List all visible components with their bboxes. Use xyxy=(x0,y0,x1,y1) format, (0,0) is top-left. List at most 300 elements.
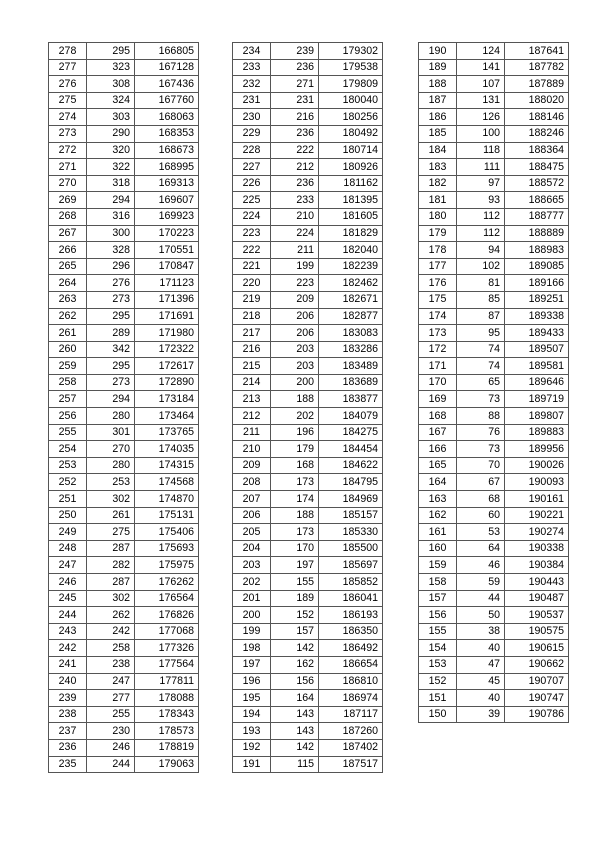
cumulative-cell: 168673 xyxy=(135,142,199,159)
table-row xyxy=(233,574,383,591)
cumulative-cell: 190338 xyxy=(505,540,569,557)
table-row xyxy=(49,308,199,325)
cumulative-cell: 186193 xyxy=(319,607,383,624)
count-cell: 323 xyxy=(87,59,135,76)
score-cell: 158 xyxy=(419,574,457,591)
cumulative-cell: 187117 xyxy=(319,706,383,723)
count-cell: 40 xyxy=(457,690,505,707)
count-cell: 39 xyxy=(457,706,505,723)
cumulative-cell: 185852 xyxy=(319,574,383,591)
cumulative-cell: 189338 xyxy=(505,308,569,325)
score-cell: 150 xyxy=(419,706,457,723)
count-cell: 50 xyxy=(457,607,505,624)
cumulative-cell: 175131 xyxy=(135,507,199,524)
cumulative-cell: 188777 xyxy=(505,208,569,225)
count-cell: 223 xyxy=(271,275,319,292)
count-cell: 239 xyxy=(271,43,319,60)
cumulative-cell: 186041 xyxy=(319,590,383,607)
score-cell: 250 xyxy=(49,507,87,524)
cumulative-cell: 170223 xyxy=(135,225,199,242)
cumulative-cell: 190615 xyxy=(505,640,569,657)
score-cell: 156 xyxy=(419,607,457,624)
score-cell: 185 xyxy=(419,125,457,142)
score-cell: 208 xyxy=(233,474,271,491)
cumulative-cell: 188572 xyxy=(505,175,569,192)
score-cell: 232 xyxy=(233,76,271,93)
score-cell: 169 xyxy=(419,391,457,408)
score-cell: 245 xyxy=(49,590,87,607)
score-cell: 269 xyxy=(49,192,87,209)
cumulative-cell: 173464 xyxy=(135,408,199,425)
table-row xyxy=(233,142,383,159)
table-row xyxy=(49,192,199,209)
table-row xyxy=(233,109,383,126)
count-cell: 236 xyxy=(271,125,319,142)
cumulative-cell: 182040 xyxy=(319,242,383,259)
count-cell: 97 xyxy=(457,175,505,192)
cumulative-cell: 184275 xyxy=(319,424,383,441)
score-cell: 236 xyxy=(49,739,87,756)
count-cell: 196 xyxy=(271,424,319,441)
score-cell: 249 xyxy=(49,524,87,541)
table-row xyxy=(233,125,383,142)
table-row xyxy=(49,159,199,176)
score-cell: 186 xyxy=(419,109,457,126)
table-row xyxy=(233,76,383,93)
cumulative-cell: 183689 xyxy=(319,374,383,391)
score-cell: 227 xyxy=(233,159,271,176)
score-cell: 226 xyxy=(233,175,271,192)
count-cell: 295 xyxy=(87,43,135,60)
score-cell: 160 xyxy=(419,540,457,557)
cumulative-cell: 171396 xyxy=(135,291,199,308)
table-row xyxy=(419,408,569,425)
table-row xyxy=(233,225,383,242)
cumulative-cell: 178819 xyxy=(135,739,199,756)
table-row xyxy=(419,225,569,242)
cumulative-cell: 170847 xyxy=(135,258,199,275)
score-cell: 190 xyxy=(419,43,457,60)
score-cell: 155 xyxy=(419,623,457,640)
score-cell: 157 xyxy=(419,590,457,607)
cumulative-cell: 189251 xyxy=(505,291,569,308)
count-cell: 152 xyxy=(271,607,319,624)
cumulative-cell: 187260 xyxy=(319,723,383,740)
count-cell: 197 xyxy=(271,557,319,574)
table-row xyxy=(419,175,569,192)
score-cell: 271 xyxy=(49,159,87,176)
table-row xyxy=(49,408,199,425)
count-cell: 87 xyxy=(457,308,505,325)
cumulative-cell: 187517 xyxy=(319,756,383,773)
cumulative-cell: 185157 xyxy=(319,507,383,524)
cumulative-cell: 181395 xyxy=(319,192,383,209)
score-cell: 166 xyxy=(419,441,457,458)
score-cell: 251 xyxy=(49,491,87,508)
cumulative-cell: 184454 xyxy=(319,441,383,458)
score-cell: 177 xyxy=(419,258,457,275)
table-row xyxy=(419,308,569,325)
table-row xyxy=(49,76,199,93)
count-cell: 294 xyxy=(87,192,135,209)
score-cell: 204 xyxy=(233,540,271,557)
score-cell: 205 xyxy=(233,524,271,541)
table-row xyxy=(49,175,199,192)
table-row xyxy=(233,739,383,756)
table-row xyxy=(49,391,199,408)
count-cell: 300 xyxy=(87,225,135,242)
score-cell: 256 xyxy=(49,408,87,425)
count-cell: 280 xyxy=(87,408,135,425)
score-cell: 213 xyxy=(233,391,271,408)
table-row xyxy=(419,673,569,690)
cumulative-cell: 190575 xyxy=(505,623,569,640)
count-cell: 295 xyxy=(87,358,135,375)
cumulative-cell: 174315 xyxy=(135,457,199,474)
table-row xyxy=(233,325,383,342)
count-cell: 76 xyxy=(457,424,505,441)
score-cell: 180 xyxy=(419,208,457,225)
count-cell: 45 xyxy=(457,673,505,690)
count-cell: 316 xyxy=(87,208,135,225)
cumulative-cell: 190026 xyxy=(505,457,569,474)
cumulative-cell: 189807 xyxy=(505,408,569,425)
cumulative-cell: 190786 xyxy=(505,706,569,723)
table-row xyxy=(49,507,199,524)
table-row xyxy=(233,457,383,474)
score-cell: 170 xyxy=(419,374,457,391)
cumulative-cell: 178343 xyxy=(135,706,199,723)
table-row xyxy=(419,424,569,441)
cumulative-cell: 188364 xyxy=(505,142,569,159)
table-row xyxy=(419,208,569,225)
count-cell: 59 xyxy=(457,574,505,591)
count-cell: 295 xyxy=(87,308,135,325)
score-cell: 211 xyxy=(233,424,271,441)
score-cell: 154 xyxy=(419,640,457,657)
count-cell: 168 xyxy=(271,457,319,474)
count-cell: 73 xyxy=(457,391,505,408)
cumulative-cell: 189956 xyxy=(505,441,569,458)
score-cell: 151 xyxy=(419,690,457,707)
table-row xyxy=(49,125,199,142)
cumulative-cell: 187402 xyxy=(319,739,383,756)
score-cell: 165 xyxy=(419,457,457,474)
table-row xyxy=(419,457,569,474)
table-row xyxy=(419,623,569,640)
table-row xyxy=(419,159,569,176)
count-cell: 188 xyxy=(271,507,319,524)
table-row xyxy=(233,491,383,508)
score-table-2 xyxy=(232,42,383,773)
table-row xyxy=(49,607,199,624)
cumulative-cell: 186974 xyxy=(319,690,383,707)
table-row xyxy=(49,358,199,375)
score-cell: 191 xyxy=(233,756,271,773)
cumulative-cell: 183877 xyxy=(319,391,383,408)
count-cell: 46 xyxy=(457,557,505,574)
table-row xyxy=(49,291,199,308)
count-cell: 206 xyxy=(271,325,319,342)
score-cell: 235 xyxy=(49,756,87,773)
score-cell: 261 xyxy=(49,325,87,342)
table-row xyxy=(49,208,199,225)
count-cell: 107 xyxy=(457,76,505,93)
score-cell: 277 xyxy=(49,59,87,76)
count-cell: 93 xyxy=(457,192,505,209)
score-cell: 276 xyxy=(49,76,87,93)
count-cell: 209 xyxy=(271,291,319,308)
count-cell: 202 xyxy=(271,408,319,425)
table-row xyxy=(419,441,569,458)
table-row xyxy=(49,142,199,159)
score-cell: 229 xyxy=(233,125,271,142)
cumulative-cell: 186810 xyxy=(319,673,383,690)
cumulative-cell: 168063 xyxy=(135,109,199,126)
cumulative-cell: 175406 xyxy=(135,524,199,541)
table-row xyxy=(233,524,383,541)
cumulative-cell: 179063 xyxy=(135,756,199,773)
count-cell: 308 xyxy=(87,76,135,93)
cumulative-cell: 190747 xyxy=(505,690,569,707)
score-cell: 152 xyxy=(419,673,457,690)
table-row xyxy=(233,540,383,557)
count-cell: 238 xyxy=(87,656,135,673)
table-row xyxy=(233,424,383,441)
score-cell: 168 xyxy=(419,408,457,425)
table-row xyxy=(419,275,569,292)
score-cell: 218 xyxy=(233,308,271,325)
count-cell: 262 xyxy=(87,607,135,624)
count-cell: 342 xyxy=(87,341,135,358)
cumulative-cell: 190443 xyxy=(505,574,569,591)
score-cell: 202 xyxy=(233,574,271,591)
table-row xyxy=(419,557,569,574)
count-cell: 47 xyxy=(457,656,505,673)
count-cell: 155 xyxy=(271,574,319,591)
count-cell: 253 xyxy=(87,474,135,491)
table-row xyxy=(233,408,383,425)
table-row xyxy=(49,441,199,458)
score-cell: 214 xyxy=(233,374,271,391)
table-row xyxy=(233,192,383,209)
cumulative-cell: 177068 xyxy=(135,623,199,640)
cumulative-cell: 184795 xyxy=(319,474,383,491)
cumulative-cell: 184969 xyxy=(319,491,383,508)
cumulative-cell: 185330 xyxy=(319,524,383,541)
score-cell: 264 xyxy=(49,275,87,292)
count-cell: 141 xyxy=(457,59,505,76)
table-row xyxy=(419,507,569,524)
score-cell: 252 xyxy=(49,474,87,491)
cumulative-cell: 172322 xyxy=(135,341,199,358)
count-cell: 88 xyxy=(457,408,505,425)
cumulative-cell: 167128 xyxy=(135,59,199,76)
score-cell: 266 xyxy=(49,242,87,259)
count-cell: 44 xyxy=(457,590,505,607)
count-cell: 179 xyxy=(271,441,319,458)
score-cell: 164 xyxy=(419,474,457,491)
table-row xyxy=(233,92,383,109)
cumulative-cell: 184622 xyxy=(319,457,383,474)
cumulative-cell: 177811 xyxy=(135,673,199,690)
count-cell: 81 xyxy=(457,275,505,292)
count-cell: 67 xyxy=(457,474,505,491)
score-cell: 255 xyxy=(49,424,87,441)
score-cell: 193 xyxy=(233,723,271,740)
table-row xyxy=(233,258,383,275)
table-row xyxy=(233,308,383,325)
count-cell: 210 xyxy=(271,208,319,225)
count-cell: 275 xyxy=(87,524,135,541)
table-row xyxy=(419,142,569,159)
table-row xyxy=(233,756,383,773)
score-cell: 233 xyxy=(233,59,271,76)
score-cell: 163 xyxy=(419,491,457,508)
count-cell: 199 xyxy=(271,258,319,275)
count-cell: 68 xyxy=(457,491,505,508)
score-cell: 201 xyxy=(233,590,271,607)
table-row xyxy=(233,690,383,707)
score-cell: 275 xyxy=(49,92,87,109)
count-cell: 231 xyxy=(271,92,319,109)
count-cell: 203 xyxy=(271,358,319,375)
score-cell: 181 xyxy=(419,192,457,209)
count-cell: 143 xyxy=(271,706,319,723)
table-row xyxy=(419,391,569,408)
table-row xyxy=(419,242,569,259)
score-cell: 194 xyxy=(233,706,271,723)
cumulative-cell: 188983 xyxy=(505,242,569,259)
score-cell: 200 xyxy=(233,607,271,624)
cumulative-cell: 179809 xyxy=(319,76,383,93)
count-cell: 294 xyxy=(87,391,135,408)
table-row xyxy=(49,557,199,574)
table-row xyxy=(49,374,199,391)
score-cell: 161 xyxy=(419,524,457,541)
score-table-3 xyxy=(418,42,569,723)
count-cell: 74 xyxy=(457,341,505,358)
cumulative-cell: 188665 xyxy=(505,192,569,209)
count-cell: 162 xyxy=(271,656,319,673)
table-row xyxy=(49,640,199,657)
cumulative-cell: 169607 xyxy=(135,192,199,209)
table-row xyxy=(233,557,383,574)
table-row xyxy=(49,723,199,740)
table-row xyxy=(419,374,569,391)
count-cell: 277 xyxy=(87,690,135,707)
count-cell: 290 xyxy=(87,125,135,142)
cumulative-cell: 182462 xyxy=(319,275,383,292)
count-cell: 287 xyxy=(87,540,135,557)
table-row xyxy=(233,590,383,607)
count-cell: 64 xyxy=(457,540,505,557)
table-row xyxy=(419,590,569,607)
count-cell: 318 xyxy=(87,175,135,192)
score-cell: 260 xyxy=(49,341,87,358)
score-cell: 203 xyxy=(233,557,271,574)
score-cell: 178 xyxy=(419,242,457,259)
cumulative-cell: 186492 xyxy=(319,640,383,657)
count-cell: 115 xyxy=(271,756,319,773)
count-cell: 230 xyxy=(87,723,135,740)
cumulative-cell: 190384 xyxy=(505,557,569,574)
score-cell: 219 xyxy=(233,291,271,308)
table-row xyxy=(419,690,569,707)
count-cell: 271 xyxy=(271,76,319,93)
cumulative-cell: 182877 xyxy=(319,308,383,325)
score-cell: 254 xyxy=(49,441,87,458)
cumulative-cell: 173184 xyxy=(135,391,199,408)
cumulative-cell: 182239 xyxy=(319,258,383,275)
score-cell: 257 xyxy=(49,391,87,408)
cumulative-cell: 190221 xyxy=(505,507,569,524)
table-row xyxy=(49,325,199,342)
count-cell: 188 xyxy=(271,391,319,408)
score-cell: 197 xyxy=(233,656,271,673)
cumulative-cell: 189507 xyxy=(505,341,569,358)
table-row xyxy=(419,706,569,723)
table-row xyxy=(49,43,199,60)
table-row xyxy=(233,607,383,624)
count-cell: 224 xyxy=(271,225,319,242)
count-cell: 85 xyxy=(457,291,505,308)
count-cell: 303 xyxy=(87,109,135,126)
table-row xyxy=(419,358,569,375)
count-cell: 70 xyxy=(457,457,505,474)
score-cell: 209 xyxy=(233,457,271,474)
count-cell: 94 xyxy=(457,242,505,259)
score-cell: 223 xyxy=(233,225,271,242)
count-cell: 322 xyxy=(87,159,135,176)
score-cell: 210 xyxy=(233,441,271,458)
count-cell: 216 xyxy=(271,109,319,126)
cumulative-cell: 172890 xyxy=(135,374,199,391)
cumulative-cell: 190707 xyxy=(505,673,569,690)
score-cell: 215 xyxy=(233,358,271,375)
score-cell: 234 xyxy=(233,43,271,60)
score-cell: 231 xyxy=(233,92,271,109)
table-row xyxy=(419,192,569,209)
cumulative-cell: 176564 xyxy=(135,590,199,607)
count-cell: 174 xyxy=(271,491,319,508)
count-cell: 40 xyxy=(457,640,505,657)
score-cell: 270 xyxy=(49,175,87,192)
cumulative-cell: 169923 xyxy=(135,208,199,225)
cumulative-cell: 188246 xyxy=(505,125,569,142)
cumulative-cell: 190274 xyxy=(505,524,569,541)
table-row xyxy=(49,690,199,707)
table-row xyxy=(419,109,569,126)
cumulative-cell: 168353 xyxy=(135,125,199,142)
cumulative-cell: 179538 xyxy=(319,59,383,76)
cumulative-cell: 166805 xyxy=(135,43,199,60)
score-cell: 217 xyxy=(233,325,271,342)
score-cell: 220 xyxy=(233,275,271,292)
count-cell: 173 xyxy=(271,474,319,491)
table-row xyxy=(49,756,199,773)
score-cell: 182 xyxy=(419,175,457,192)
table-row xyxy=(49,275,199,292)
cumulative-cell: 188020 xyxy=(505,92,569,109)
table-row xyxy=(233,656,383,673)
count-cell: 280 xyxy=(87,457,135,474)
cumulative-cell: 185500 xyxy=(319,540,383,557)
table-row xyxy=(49,242,199,259)
table-row xyxy=(49,59,199,76)
cumulative-cell: 174870 xyxy=(135,491,199,508)
score-cell: 278 xyxy=(49,43,87,60)
